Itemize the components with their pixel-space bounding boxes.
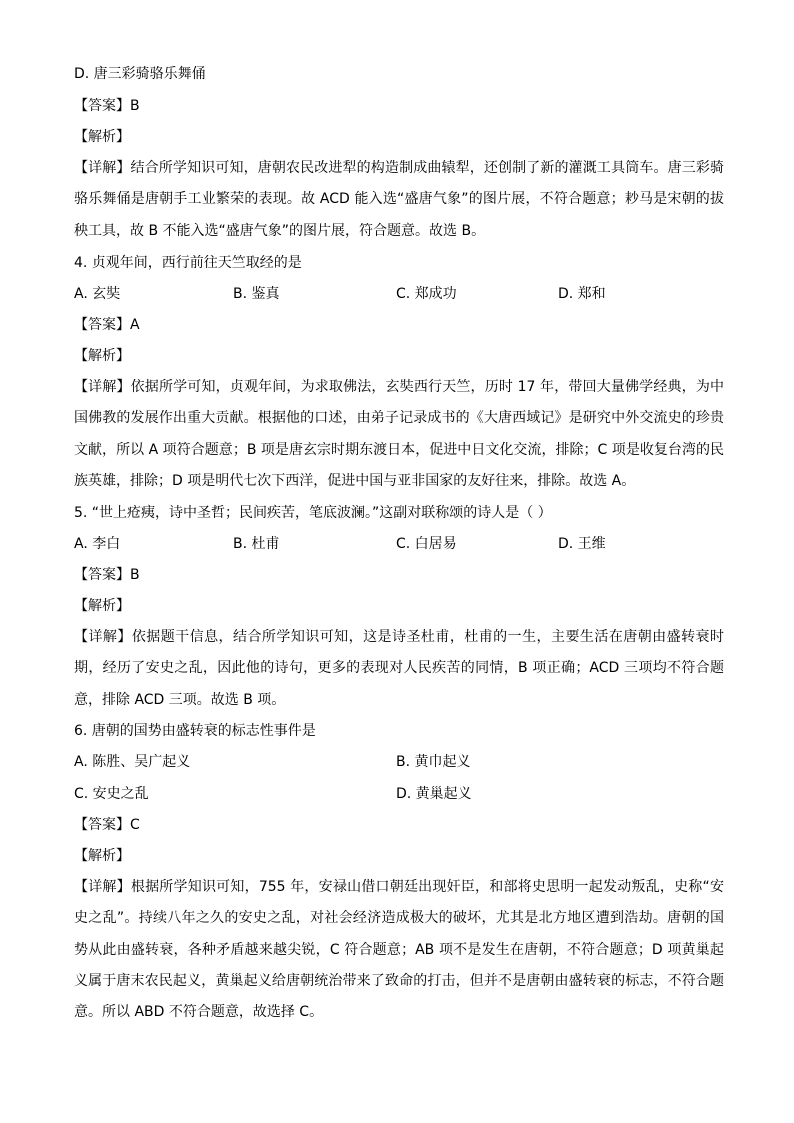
q6-option-d: D. 黄巢起义 xyxy=(396,786,472,802)
q5-option-a: A. 李白 xyxy=(74,536,121,552)
q4-analysis-label: 【解析】 xyxy=(74,348,130,364)
q4-option-a: A. 玄奘 xyxy=(74,286,121,302)
q5-options xyxy=(74,534,734,554)
q6-option-a: A. 陈胜、吴广起义 xyxy=(74,754,191,770)
q5-detail: 【详解】依据题干信息，结合所学知识可知，这是诗圣杜甫，杜甫的一生，主要生活在唐朝由盛转衰时期，经历了安史之乱，因此他的诗句，更多的表现对人民疾苦的同情，B 项正确；ACD 三项均不符合题意，排除 ACD 三项。故选 B 项。 xyxy=(74,629,724,708)
q6-options-row-1 xyxy=(74,752,734,772)
q4-answer: 【答案】A xyxy=(74,317,140,333)
q3-detail: 【详解】结合所学知识可知，唐朝农民改进犁的构造制成曲辕犁，还创制了新的灌溉工具筒车。唐三彩骑骆乐舞俑是唐朝手工业繁荣的表现。故 ACD 能入选“盛唐气象”的图片展，不符合题意；耖马是宋朝的拔秧工具，故 B 不能入选“盛唐气象”的图片展，符合题意。故选 B。 xyxy=(74,160,724,239)
q3-analysis-label: 【解析】 xyxy=(74,129,130,145)
q4-options xyxy=(74,284,734,304)
q4-option-c: C. 郑成功 xyxy=(396,286,457,302)
q6-option-b: B. 黄巾起义 xyxy=(396,754,471,770)
q4-option-d: D. 郑和 xyxy=(558,286,606,302)
q5-answer: 【答案】B xyxy=(74,567,140,583)
q5-option-c: C. 白居易 xyxy=(396,536,457,552)
q6-answer: 【答案】C xyxy=(74,817,140,833)
q5-analysis-label: 【解析】 xyxy=(74,598,130,614)
q5-option-d: D. 王维 xyxy=(558,536,606,552)
q6-option-c: C. 安史之乱 xyxy=(74,786,149,802)
q4-stem: 4. 贞观年间，西行前往天竺取经的是 xyxy=(74,255,302,271)
q4-option-b: B. 鉴真 xyxy=(233,286,280,302)
q6-detail: 【详解】根据所学知识可知，755 年，安禄山借口朝廷出现奸臣，和部将史思明一起发动叛乱，史称“安史之乱”。持续八年之久的安史之乱，对社会经济造成极大的破坏，尤其是北方地区遭到浩劫。唐朝的国势从此由盛转衰，各种矛盾越来越尖锐，C 符合题意；AB 项不是发生在唐朝，不符合题意；D 项黄巢起义属于唐末农民起义，黄巢起义给唐朝统治带来了致命的打击，但并不是唐朝由盛转衰的标志，不符合题意。所以 ABD 不符合题意，故选择 C。 xyxy=(74,879,724,1021)
q5-option-b: B. 杜甫 xyxy=(233,536,280,552)
q5-stem: 5. “世上疮痍，诗中圣哲；民间疾苦，笔底波澜。”这副对联称颂的诗人是（ ） xyxy=(74,505,552,521)
q3-option-d: D. 唐三彩骑骆乐舞俑 xyxy=(74,66,206,82)
q6-analysis-label: 【解析】 xyxy=(74,848,130,864)
q6-stem: 6. 唐朝的国势由盛转衰的标志性事件是 xyxy=(74,723,316,739)
q3-answer: 【答案】B xyxy=(74,98,140,114)
q6-options-row-2 xyxy=(74,784,734,804)
q4-detail: 【详解】依据所学可知，贞观年间，为求取佛法，玄奘西行天竺，历时 17 年，带回大量佛学经典，为中国佛教的发展作出重大贡献。根据他的口述，由弟子记录成书的《大唐西域记》是研究中外交流史的珍贵文献，所以 A 项符合题意；B 项是唐玄宗时期东渡日本，促进中日文化交流，排除；C 项是收复台湾的民族英雄，排除；D 项是明代七次下西洋，促进中国与亚非国家的友好往来，排除。故选 A。 xyxy=(74,379,724,489)
